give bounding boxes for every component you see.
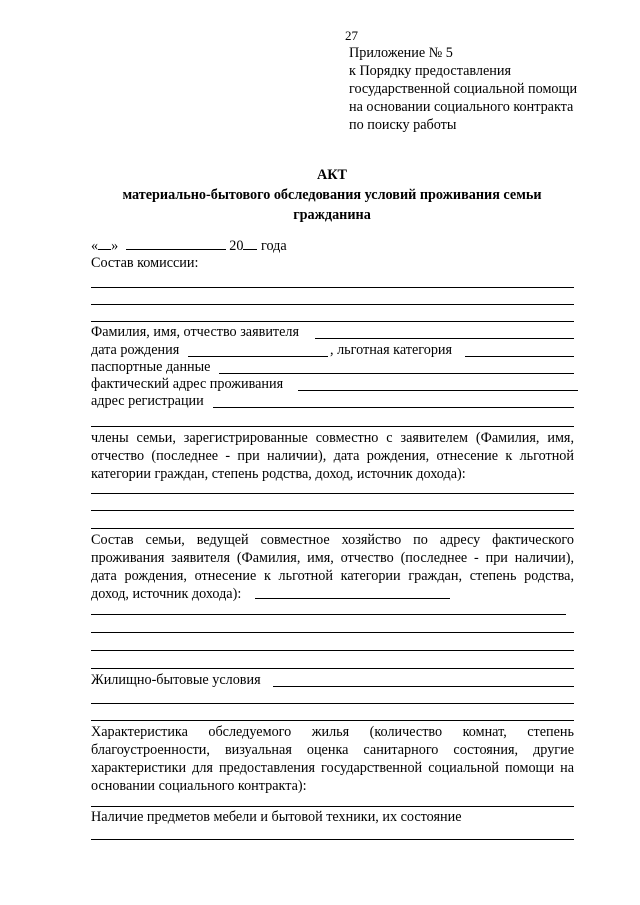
living-conditions-field[interactable] — [91, 720, 574, 721]
month-field[interactable] — [126, 236, 226, 250]
passport-field[interactable] — [219, 373, 574, 374]
birth-date-field[interactable] — [188, 356, 328, 357]
family-members-line: члены семьи, зарегистрированные совместно с заявителем (Фамилия, имя, — [91, 430, 574, 446]
title-citizen: гражданина — [293, 207, 371, 223]
appendix-header — [349, 44, 609, 134]
living-conditions-field[interactable] — [273, 686, 574, 687]
housing-characteristics-line: Характеристика обследуемого жилья (количество комнат, степень — [91, 724, 574, 740]
household-line: проживания заявителя (Фамилия, имя, отчество (последнее - при наличии), — [91, 550, 574, 566]
household-line: дата рождения, отнесение к льготной категории граждан, степень родства, — [91, 568, 574, 584]
applicant-name-label: Фамилия, имя, отчество заявителя — [91, 324, 300, 340]
household-inline-field[interactable] — [255, 598, 450, 599]
date-row — [91, 236, 287, 255]
household-line: Состав семьи, ведущей совместное хозяйство по адресу фактического — [91, 532, 574, 548]
appendix-line: по поиску работы — [349, 117, 457, 133]
household-field[interactable] — [91, 650, 574, 651]
birth-date-label: дата рождения — [91, 342, 180, 358]
appendix-line: государственной социальной помощи — [349, 81, 578, 97]
furniture-label: Наличие предметов мебели и бытовой техники, их состояние — [91, 809, 462, 825]
day-field[interactable] — [98, 236, 111, 250]
housing-characteristics-line: основании социального контракта): — [91, 778, 307, 794]
appendix-line: к Порядку предоставления — [349, 63, 511, 79]
benefit-category-label: , льготная категория — [330, 342, 453, 358]
applicant-name-field[interactable] — [315, 338, 574, 339]
benefit-category-field[interactable] — [465, 356, 574, 357]
household-line: доход, источник дохода): — [91, 586, 242, 602]
family-members-field[interactable] — [91, 493, 574, 494]
housing-characteristics-line: благоустроенности, визуальная оценка санитарного состояния, другие — [91, 742, 574, 758]
registration-address-label: адрес регистрации — [91, 393, 204, 409]
date-close-quote: » — [111, 238, 119, 254]
family-members-field[interactable] — [91, 510, 574, 511]
registration-address-field[interactable] — [213, 407, 574, 408]
family-members-field[interactable] — [91, 528, 574, 529]
furniture-field[interactable] — [91, 839, 574, 840]
document-title — [90, 165, 574, 225]
year-suffix: года — [261, 238, 287, 254]
commission-line[interactable] — [91, 321, 574, 322]
passport-label: паспортные данные — [91, 359, 211, 375]
actual-address-label: фактический адрес проживания — [91, 376, 284, 392]
date-open-quote: « — [91, 238, 99, 254]
appendix-line: на основании социального контракта — [349, 99, 574, 115]
commission-line[interactable] — [91, 304, 574, 305]
family-members-line: категории граждан, степень родства, доход, источник дохода): — [91, 466, 466, 482]
household-label — [91, 531, 574, 603]
household-field[interactable] — [91, 614, 566, 615]
year-prefix: 20 — [229, 238, 244, 254]
housing-characteristics-label — [91, 723, 574, 795]
commission-line[interactable] — [91, 287, 574, 288]
title-subject: материально-бытового обследования условий проживания семьи — [122, 187, 542, 203]
family-members-line: отчество (последнее - при наличии), дата рождения, отнесение к льготной — [91, 448, 574, 464]
commission-label: Состав комиссии: — [91, 255, 199, 271]
family-members-label — [91, 429, 574, 483]
page-number: 27 — [345, 28, 358, 43]
appendix-line: Приложение № 5 — [349, 45, 453, 61]
living-conditions-field[interactable] — [91, 703, 574, 704]
registration-address-line[interactable] — [91, 426, 574, 427]
household-field[interactable] — [91, 668, 574, 669]
housing-characteristics-line: характеристики для предоставления государственной социальной помощи на — [91, 760, 574, 776]
living-conditions-label: Жилищно-бытовые условия — [91, 672, 261, 688]
year-field[interactable] — [243, 236, 257, 250]
actual-address-field[interactable] — [298, 390, 578, 391]
housing-characteristics-field[interactable] — [91, 806, 574, 807]
household-field[interactable] — [91, 632, 574, 633]
title-act: АКТ — [317, 167, 347, 183]
